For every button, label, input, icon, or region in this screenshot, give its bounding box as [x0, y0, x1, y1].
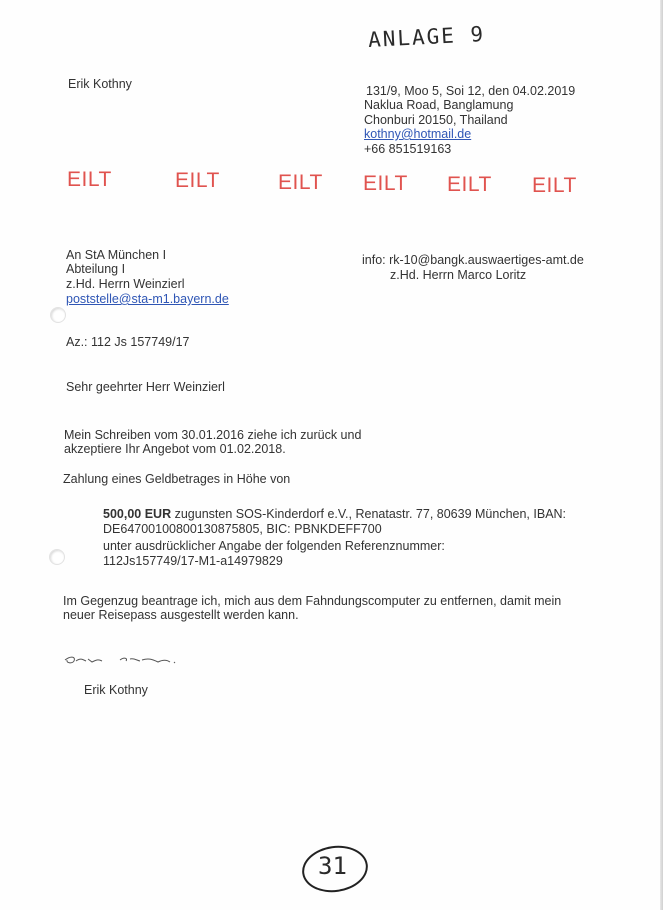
closing-name: Erik Kothny — [84, 683, 148, 697]
body-paragraph3-line1: Im Gegenzug beantrage ich, mich aus dem Fahndungscomputer zu entfernen, damit mein — [63, 594, 562, 608]
body-paragraph1-line2: akzeptiere Ihr Angebot vom 01.02.2018. — [64, 442, 286, 456]
sender-address-line2: Naklua Road, Banglamung — [364, 98, 514, 112]
sender-email-link[interactable]: kothny@hotmail.de — [364, 127, 472, 141]
payment-line1 — [103, 507, 566, 522]
urgent-mark: EILT — [67, 168, 112, 191]
recipient-email[interactable] — [66, 292, 229, 307]
sender-name: Erik Kothny — [68, 77, 132, 91]
payment-line3: unter ausdrücklicher Angabe der folgenden Referenznummer: — [103, 539, 445, 553]
recipient-line1: An StA München I — [66, 248, 167, 262]
handwritten-annotation: ANLAGE 9 — [367, 21, 486, 53]
case-reference: Az.: 112 Js 157749/17 — [66, 335, 190, 349]
body-paragraph3-line2: neuer Reisepass ausgestellt werden kann. — [63, 608, 299, 622]
urgent-mark: EILT — [278, 171, 323, 194]
urgent-mark: EILT — [532, 174, 577, 197]
sender-phone: +66 851519163 — [364, 142, 452, 156]
sender-address-line3: Chonburi 20150, Thailand — [364, 113, 508, 127]
recipient-line2: Abteilung I — [66, 262, 126, 276]
info-line2: z.Hd. Herrn Marco Loritz — [390, 268, 527, 282]
urgent-mark: EILT — [175, 169, 220, 192]
sender-email[interactable] — [364, 127, 471, 142]
salutation: Sehr geehrter Herr Weinzierl — [66, 380, 225, 394]
recipient-line3: z.Hd. Herrn Weinzierl — [66, 277, 185, 291]
urgent-mark: EILT — [363, 172, 408, 195]
body-paragraph2: Zahlung eines Geldbetrages in Höhe von — [63, 472, 291, 486]
handwritten-signature — [62, 650, 192, 668]
body-paragraph1-line1: Mein Schreiben vom 30.01.2016 ziehe ich zurück und — [64, 428, 362, 442]
sender-address-line1: 131/9, Moo 5, Soi 12, den 04.02.2019 — [366, 84, 576, 98]
payment-reference-number: 112Js157749/17-M1-a14979829 — [103, 554, 283, 568]
page-number: 31 — [318, 852, 347, 880]
payment-beneficiary: zugunsten SOS-Kinderdorf e.V., Renatastr. 77, 80639 München, IBAN: — [171, 507, 567, 521]
payment-line2: DE64700100800130875805, BIC: PBNKDEFF700 — [103, 522, 382, 536]
punch-hole — [50, 307, 66, 323]
punch-hole — [49, 549, 65, 565]
urgent-mark: EILT — [447, 173, 492, 196]
recipient-email-link[interactable]: poststelle@sta-m1.bayern.de — [66, 292, 229, 306]
payment-amount: 500,00 EUR — [103, 507, 172, 521]
info-line1: info: rk-10@bangk.auswaertiges-amt.de — [362, 253, 584, 267]
